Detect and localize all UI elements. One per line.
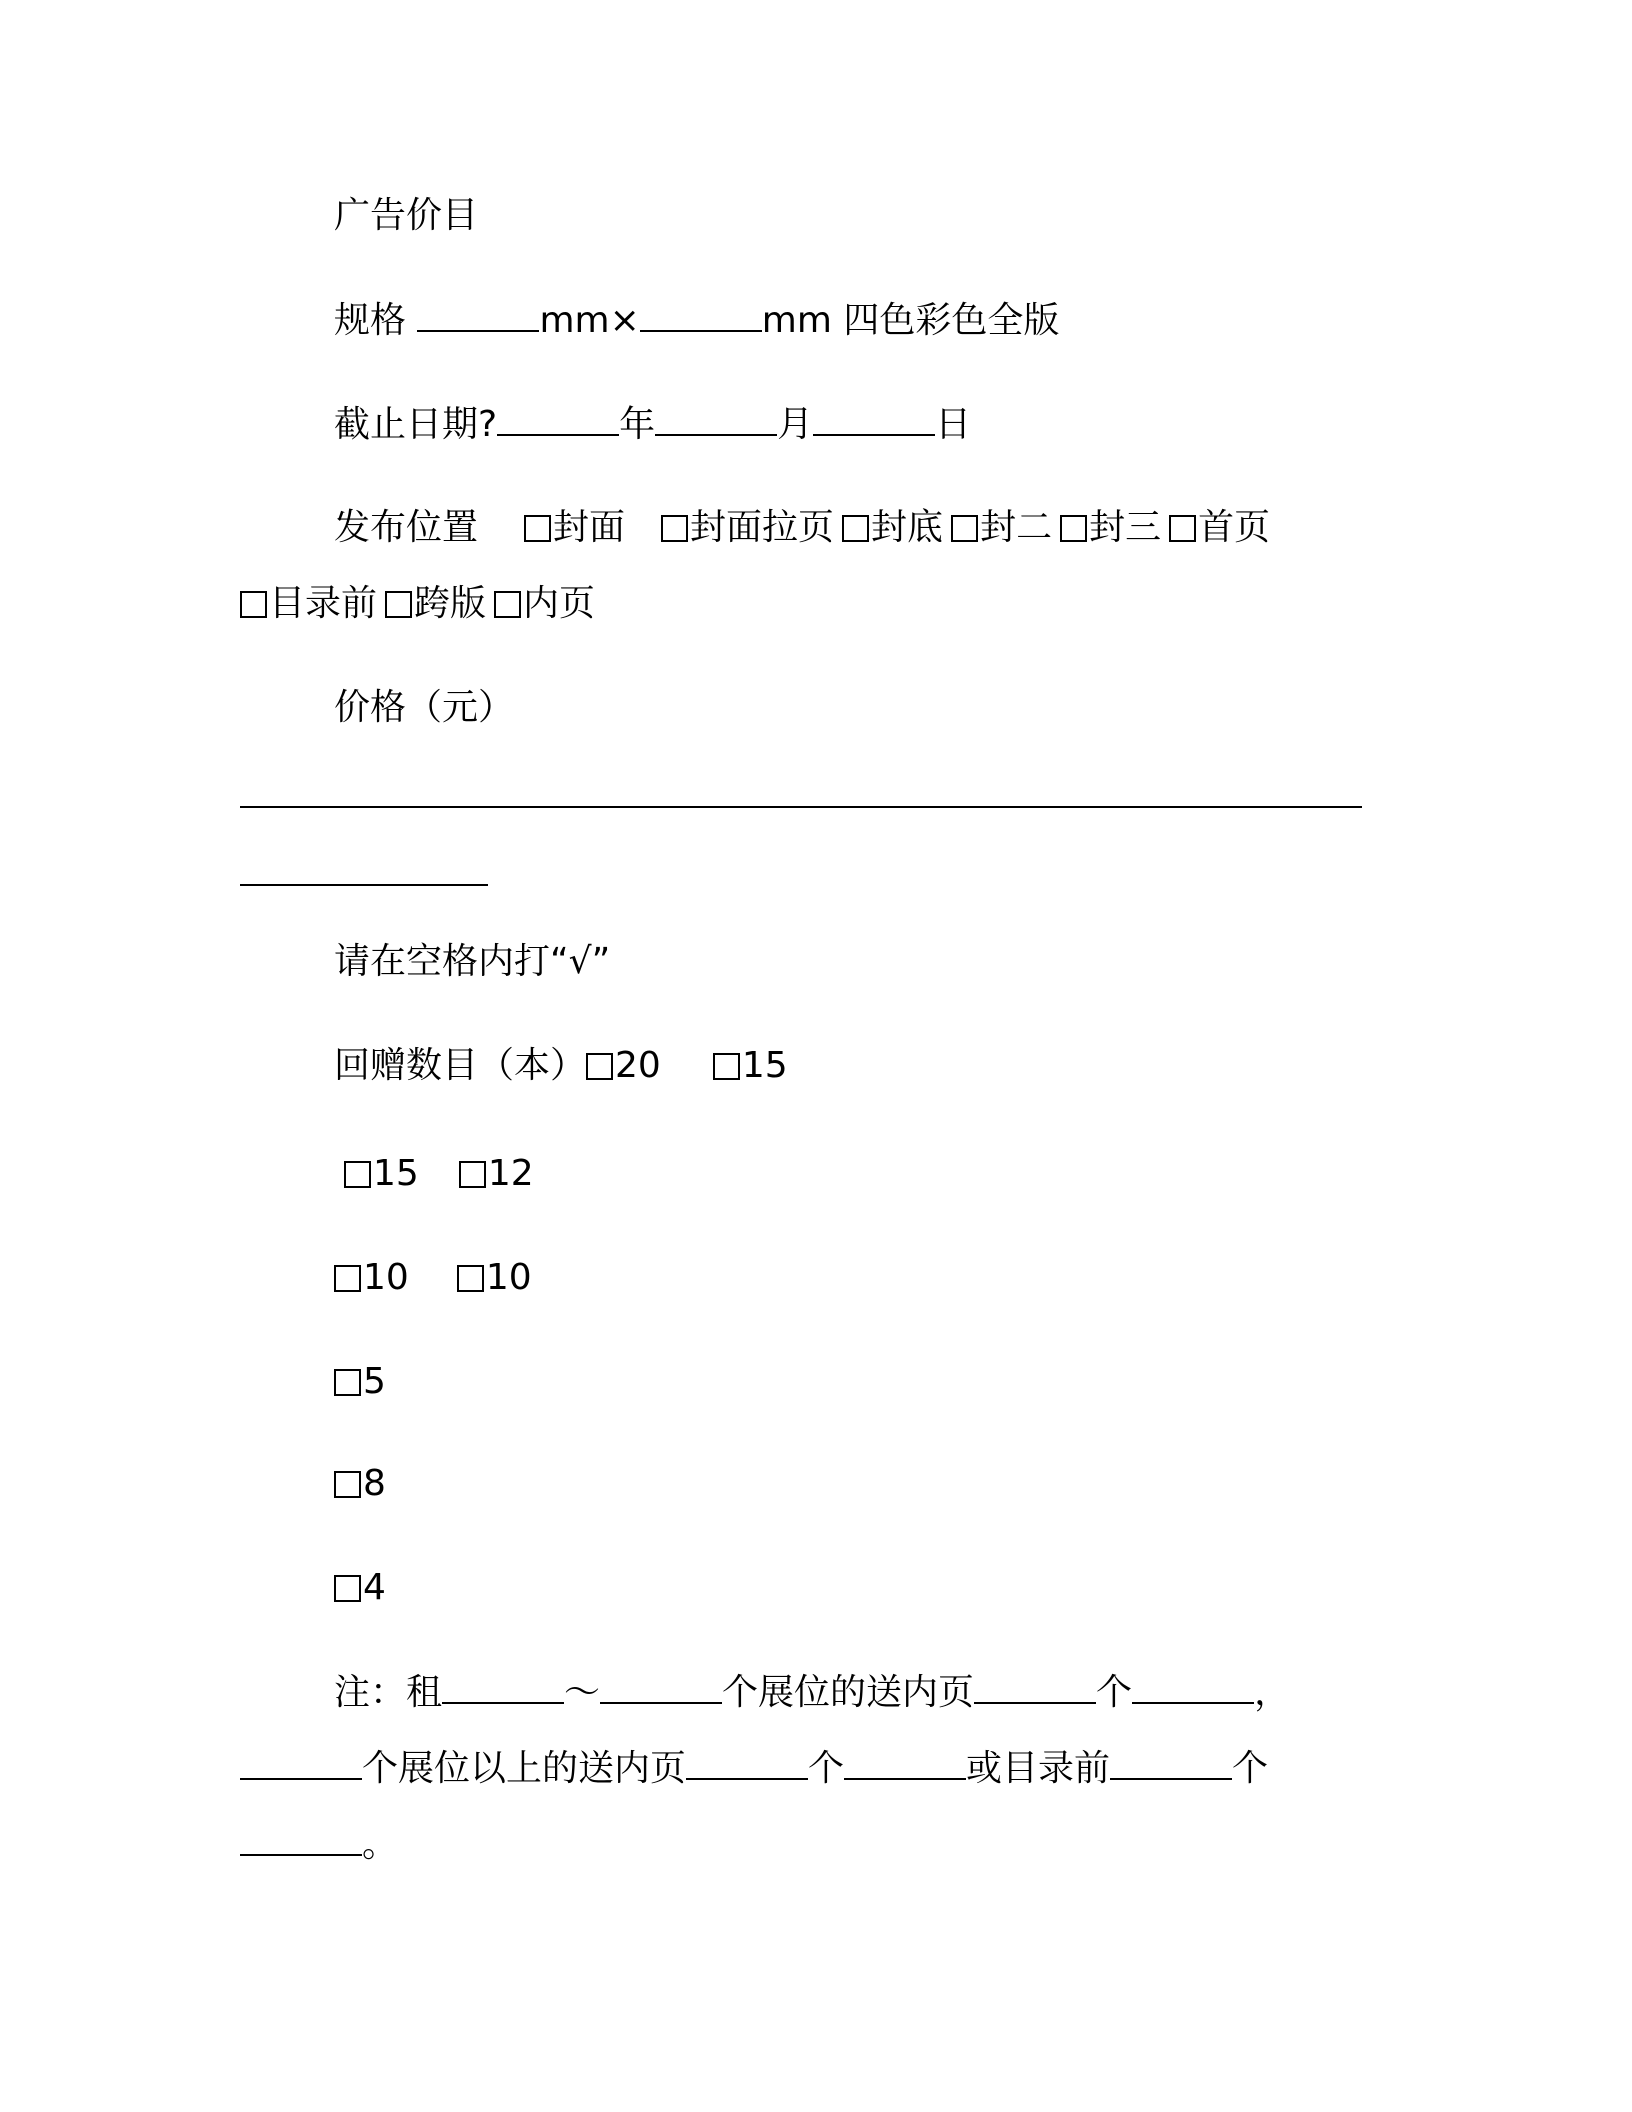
checkbox-spread[interactable]: [385, 591, 412, 618]
position-line-2: [240, 580, 595, 628]
checkbox-gift-10a[interactable]: [334, 1265, 361, 1292]
note-text-6: 个: [1232, 1748, 1269, 1789]
checkbox-gift-10b[interactable]: [457, 1265, 484, 1292]
gift-value-10a: 10: [363, 1257, 409, 1298]
spec-suffix: 四色彩色全版: [843, 300, 1060, 341]
gift-row-3: [334, 1254, 532, 1302]
checkbox-back-cover[interactable]: [842, 515, 869, 542]
option-back-cover: 封底: [871, 507, 944, 548]
deadline-month-label: 月: [777, 404, 814, 445]
note-text-4: 个: [808, 1748, 845, 1789]
deadline-line: [334, 400, 971, 449]
note-blank-9[interactable]: [240, 1820, 362, 1856]
option-inside-front: 封二: [980, 507, 1053, 548]
gift-row-5: [334, 1460, 386, 1508]
price-blank-line-1[interactable]: [240, 806, 1362, 808]
note-blank-2[interactable]: [600, 1668, 722, 1704]
spec-unit-1: mm×: [539, 300, 640, 341]
deadline-day-blank[interactable]: [813, 400, 935, 436]
note-prefix: 注：租: [334, 1672, 443, 1713]
note-blank-8[interactable]: [1110, 1744, 1232, 1780]
gift-row-1: [334, 1042, 788, 1090]
gift-value-15b: 15: [373, 1153, 419, 1194]
gift-value-8: 8: [363, 1463, 386, 1504]
deadline-year-blank[interactable]: [497, 400, 619, 436]
gift-value-5: 5: [363, 1361, 386, 1402]
gift-value-10b: 10: [485, 1257, 532, 1298]
gift-value-4: 4: [363, 1567, 386, 1608]
note-blank-3[interactable]: [974, 1668, 1096, 1704]
price-blank-line-2[interactable]: [240, 884, 488, 886]
option-first-page: 首页: [1198, 507, 1271, 548]
spec-label: 规格: [334, 300, 407, 341]
note-tilde: ～: [564, 1672, 601, 1713]
option-inside-back: 封三: [1089, 507, 1162, 548]
note-text-1: 个展位的送内页: [722, 1672, 975, 1713]
note-text-5: 或目录前: [966, 1748, 1111, 1789]
note-blank-7[interactable]: [844, 1744, 966, 1780]
checkbox-inside-front[interactable]: [951, 515, 978, 542]
option-inner-page: 内页: [523, 583, 596, 624]
note-comma: ，: [1254, 1672, 1291, 1713]
checkbox-gift-20[interactable]: [586, 1053, 613, 1080]
checkbox-gift-12[interactable]: [459, 1161, 486, 1188]
gift-row-2: [344, 1150, 534, 1198]
spec-width-blank[interactable]: [417, 296, 539, 332]
checkbox-first-page[interactable]: [1169, 515, 1196, 542]
gift-label: 回赠数目（本）: [334, 1045, 587, 1086]
gift-row-6: [334, 1564, 386, 1612]
note-line-2: [240, 1744, 1268, 1793]
position-line-1: [334, 504, 1270, 552]
note-line-1: [334, 1668, 1290, 1717]
checkbox-cover[interactable]: [524, 515, 551, 542]
note-blank-4[interactable]: [1132, 1668, 1254, 1704]
option-spread: 跨版: [414, 583, 487, 624]
position-label: 发布位置: [334, 507, 479, 548]
spec-line: [334, 296, 1059, 345]
checkbox-inside-back[interactable]: [1060, 515, 1087, 542]
option-before-toc: 目录前: [269, 583, 378, 624]
option-cover-foldout: 封面拉页: [690, 507, 835, 548]
price-label: 价格（元）: [334, 687, 515, 728]
note-line-3: [240, 1820, 398, 1869]
checkbox-cover-foldout[interactable]: [661, 515, 688, 542]
deadline-year-label: 年: [619, 404, 656, 445]
checkbox-before-toc[interactable]: [240, 591, 267, 618]
gift-row-4: [334, 1358, 386, 1406]
gift-value-12: 12: [487, 1153, 534, 1194]
instruction-text: 请在空格内打“√”: [334, 941, 611, 982]
checkbox-gift-4[interactable]: [334, 1575, 361, 1602]
gift-value-20: 20: [615, 1045, 661, 1086]
option-cover: 封面: [553, 507, 626, 548]
checkbox-gift-15b[interactable]: [344, 1161, 371, 1188]
note-text-3: 个展位以上的送内页: [362, 1748, 687, 1789]
checkbox-gift-5[interactable]: [334, 1369, 361, 1396]
note-blank-1[interactable]: [442, 1668, 564, 1704]
spec-unit-2: mm: [761, 300, 832, 341]
deadline-day-label: 日: [935, 404, 972, 445]
note-text-2: 个: [1096, 1672, 1133, 1713]
deadline-label: 截止日期?: [334, 404, 498, 445]
checkbox-gift-8[interactable]: [334, 1471, 361, 1498]
spec-height-blank[interactable]: [640, 296, 762, 332]
note-blank-5[interactable]: [240, 1744, 362, 1780]
gift-value-15a: 15: [741, 1045, 788, 1086]
note-blank-6[interactable]: [686, 1744, 808, 1780]
checkbox-gift-15a[interactable]: [713, 1053, 740, 1080]
deadline-month-blank[interactable]: [655, 400, 777, 436]
checkbox-inner-page[interactable]: [494, 591, 521, 618]
note-end: 。: [362, 1824, 399, 1865]
page-title: 广告价目: [334, 195, 479, 236]
